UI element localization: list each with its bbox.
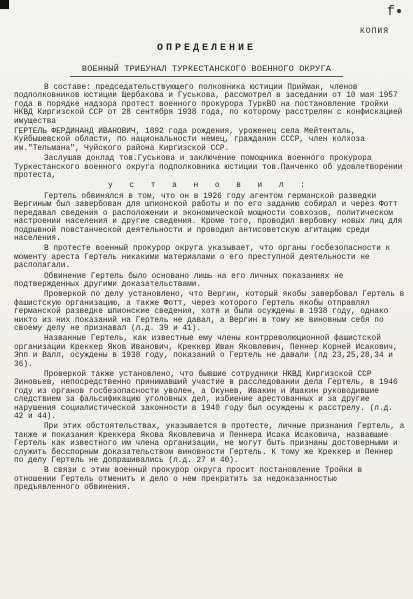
paragraph-report: Заслушав доклад тов.Гуськова и заключение помощника военного прокурора Туркестанского военного округа подполковника юстиции тов.Панченко об удовлетворении протеста, (14, 155, 408, 181)
corner-mark (0, 0, 9, 9)
copy-label: КОПИЯ (359, 27, 389, 36)
document-title: ОПРЕДЕЛЕНИЕ (156, 43, 256, 54)
paragraph-defendant: ГЕРТЕЛЬ ФЕРДИНАНД ИВАНОВИЧ, 1892 года рождения, уроженец села Мейтенталь, Куйбышевской области, по национальности немец, гражданин СССР, член колхоза им."Тельмана", Чуйского района Киргизской ССР. (14, 128, 370, 153)
paragraph-named-members: Названные Гертель, как известные ему члены контрреволюционной фашистской организации Креккер Яков Иванович, Креккер Иван Яковлевич, Пеннер Корней Исакович, Эпп и Валл, осуждены в 1938 году, показаний о Гертель не давали (лд 23,25,28,34 и 36). (14, 335, 403, 369)
paragraph-circumstances: При этих обстоятельствах, указывается в протесте, личные признания Гертель, а также и показания Креккера Якова Яковлевича и Пеннера Исака Исаковича, назвавшие Гертель как известного им члена организации, не могут быть признаны достоверными и служить бесспорным доказательством виновности Гертель. К тому же Креккер и Пеннер по делу Гертель не допрашивались (л.д. 27 и 40). (14, 423, 409, 466)
handwritten-letter: f (386, 4, 395, 20)
established-heading: у с т а н о в и л : (108, 182, 311, 191)
paragraph-accusation: Гертель обвинялся в том, что он в 1926 году агентом германской разведки Вергиным был завербован для шпионской работы и по его заданию собирал и через Фотт передавал сведения о расположении и экономической мощности совхозов, политическом настроении населения и другие сведения. Кроме того, проводил вербовку новых лиц для подрывной повстанческой деятельности и проводил антисоветскую агитацию среди населения. (14, 192, 408, 243)
court-name: ВОЕННЫЙ ТРИБУНАЛ ТУРКЕСТАНСКОГО ВОЕННОГО ОКРУГА (81, 64, 332, 74)
paragraph-composition: В составе: председательствующего полковника юстиции Приймак, членов подполковников юстиции Щербакова и Гуськова, рассмотрел в заседании от 10 мая 1957 года в порядке надзора протест военного прокурора ТуркВО на постановление тройки НКВД Киргизской ССР от 28 сентября 1938 года, по которому расстрелян с конфискацией имущества (14, 84, 408, 126)
paragraph-protest: В протесте военный прокурор округа указывает, что органы госбезопасности к моменту ареста Гертель никакими материалами о его преступной деятельности не располагали. (14, 245, 395, 271)
paragraph-verification-2: Проверкой также установлено, что бывшие сотрудники НКВД Киргизской ССР Зиновьев, непосредственно принимавший участие в расследовании дела Гертель, в 1946 году из органов госбезопасности уволен, а Окунев, Ивакин и Ишакин руководившие следствием за фальсификацию уголовных дел, избиение арестованных и за другие нарушения социалистической законности в 1940 году был осуждены к расстрелу. (л.д. 42 и 44). (14, 371, 403, 422)
document-body (14, 84, 409, 495)
paragraph-basis: Обвинение Гертель было основано лишь на его личных показаниях не подтвержденных другими доказательствами. (14, 272, 349, 289)
handwritten-mark (387, 4, 401, 20)
paragraph-verification-1: Проверкой по делу установлено, что Вергин, который якобы завербовал Гертель в фашистскую организацию, а также Фотт, через которого Гертель якобы отправлял германской разведке шпионские сведения, хотя и были осуждены в 1938 году, однако никто из них показаний на Гертель не давал, а Вергин в тому же виновным себя по своему делу не признавал (л.д. 39 и 41). (14, 291, 409, 333)
paragraph-request: В связи с этим военный прокурор округа просит постановление Тройки в отношении Гертель отменить и дело о нем прекратить за недоказанностью предъявленного обвинения. (14, 467, 367, 493)
title-underline (70, 76, 343, 77)
dot-mark (397, 9, 401, 13)
